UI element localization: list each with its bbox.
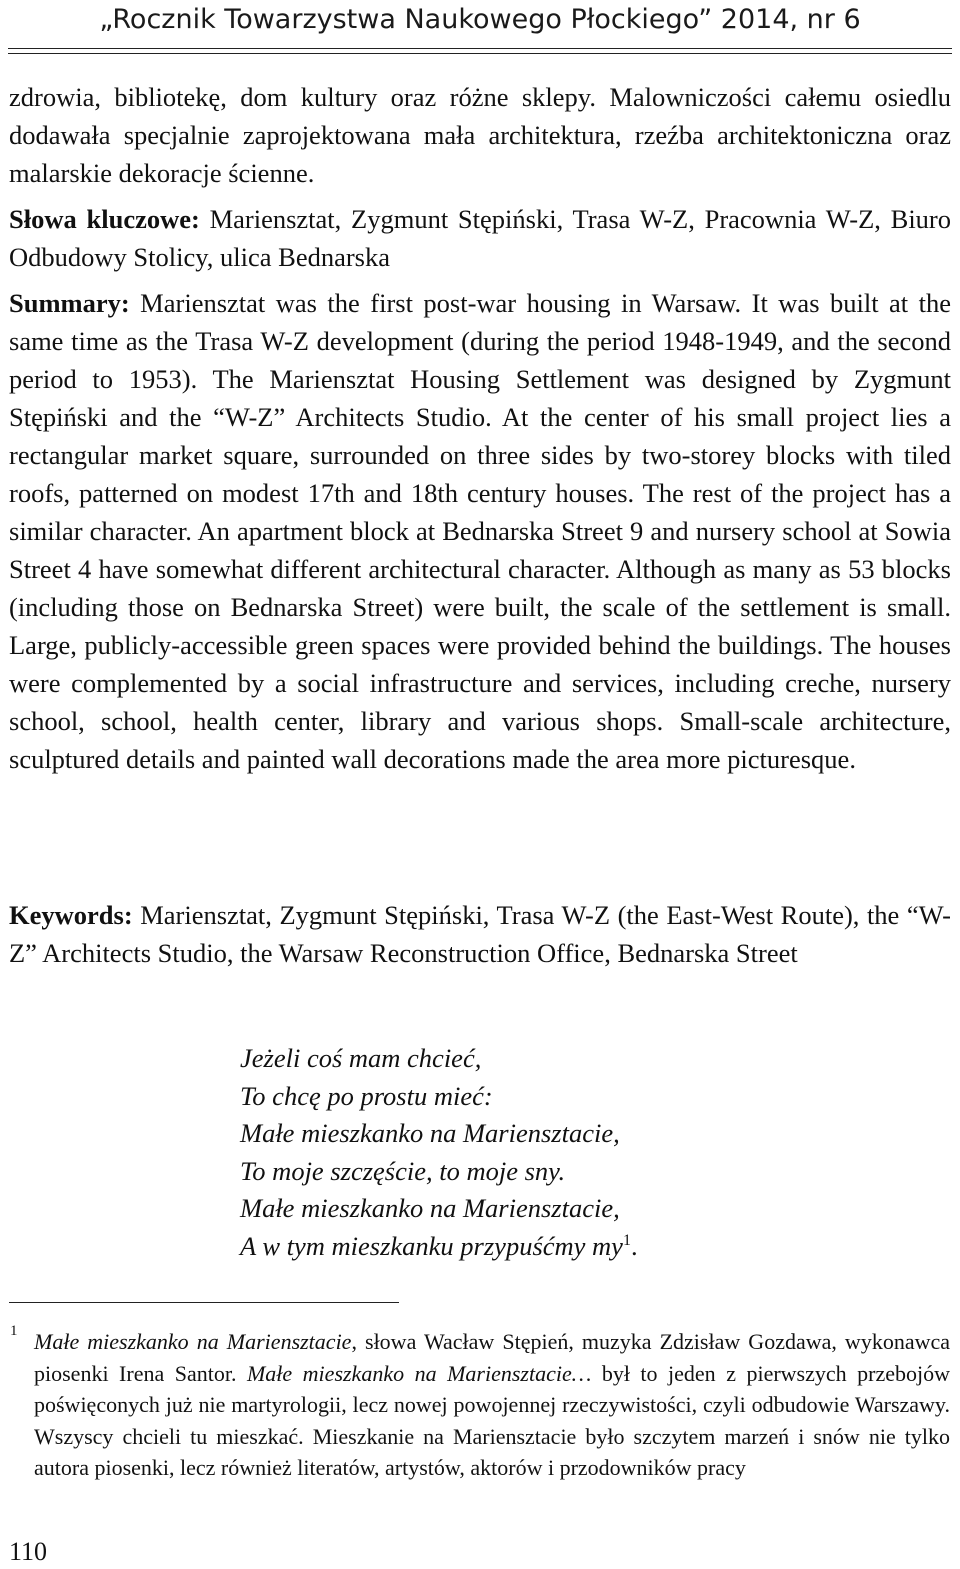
abstract-pl-text: zdrowia, bibliotekę, dom kultury oraz różne sklepy. Malowniczości całemu osiedlu dodawała specjalnie zaprojektowana mała architektura, rzeźba architektoniczna oraz malarskie dekoracje ścienne.: [9, 82, 951, 188]
footnote-rule: [9, 1302, 399, 1303]
footnote-text-2: był to jeden z pierwszych przebojów poświęconych już nie martyrologii, lecz nowej powojennej rzeczywistości, czyli odbudowie Warszawy. Wszyscy chcieli tu mieszkać. Mieszkanie na Mariensztacie było szczytem marzeń i snów nie tylko autora piosenki, lecz również literatów, artystów, aktorów i przodowników pracy: [34, 1360, 950, 1480]
poem-line: Małe mieszkanko na Mariensztacie,: [240, 1118, 620, 1149]
summary-text: Mariensztat was the first post-war housing in Warsaw. It was built at the same time as the Trasa W-Z development (during the period 1948-1949, and the second period to 1953). The Mariensztat Housing Settlement was designed by Zygmunt Stępiński and the “W-Z” Architects Studio. At the center of his small project lies a rectangular market square, surrounded on three sides by two-storey blocks with tiled roofs, patterned on modest 17th and 18th century houses. The rest of the project has a similar character. An apartment block at Bednarska Street 9 and nursery school at Sowia Street 4 have somewhat different architectural character. Although as many as 53 blocks (including those on Bednarska Street) were built, the scale of the settlement is small. Large, publicly-accessible green spaces were provided behind the buildings. The houses were complemented by a social infrastructure and services, including creche, nursery school, school, health center, library and various shops. Small-scale architecture, sculptured details and painted wall decorations made the area more picturesque.: [9, 288, 951, 774]
footnote: [34, 1326, 950, 1484]
footnote-reference[interactable]: 1: [622, 1231, 631, 1249]
poem-line: To chcę po prostu mieć:: [240, 1080, 493, 1111]
keywords-en-label: Keywords:: [9, 900, 133, 930]
keywords-pl: [9, 200, 951, 276]
poem-line: Małe mieszkanko na Mariensztacie,: [240, 1193, 620, 1224]
poem-epigraph: [240, 1040, 638, 1266]
keywords-pl-text: Mariensztat, Zygmunt Stępiński, Trasa W-Z, Pracownia W-Z, Biuro Odbudowy Stolicy, ulica Bednarska: [9, 204, 952, 272]
summary: [9, 284, 951, 778]
keywords-en: [9, 896, 951, 972]
header-rule-thin: [8, 53, 952, 54]
summary-label: Summary:: [9, 288, 130, 318]
abstract-pl-end: [9, 78, 951, 192]
footnote-number: 1: [10, 1323, 18, 1339]
poem-line: To moje szczęście, to moje sny.: [240, 1155, 566, 1186]
footnote-text: , słowa Wacław Stępień, muzyka Zdzisław Gozdawa, wykonawca piosenki Irena Santor.: [34, 1329, 951, 1386]
poem-end-period: .: [630, 1230, 638, 1261]
footnote-song-title-2: Małe mieszkanko na Mariensztacie…: [246, 1360, 592, 1386]
poem-line: A w tym mieszkanku przypuśćmy my: [240, 1230, 623, 1261]
header-rule: [8, 48, 952, 49]
poem-line: Jeżeli coś mam chcieć,: [240, 1043, 482, 1073]
footnote-song-title: Małe mieszkanko na Mariensztacie: [34, 1329, 352, 1354]
keywords-pl-label: Słowa kluczowe:: [9, 204, 200, 234]
poem-line-last: [240, 1228, 638, 1266]
running-header: „Rocznik Towarzystwa Naukowego Płockiego” 2014, nr 6: [99, 4, 861, 35]
keywords-en-text: Mariensztat, Zygmunt Stępiński, Trasa W-Z (the East-West Route), the “W-Z” Architects Studio, the Warsaw Reconstruction Office, Bednarska Street: [9, 900, 951, 968]
page-number: 110: [9, 1537, 48, 1566]
